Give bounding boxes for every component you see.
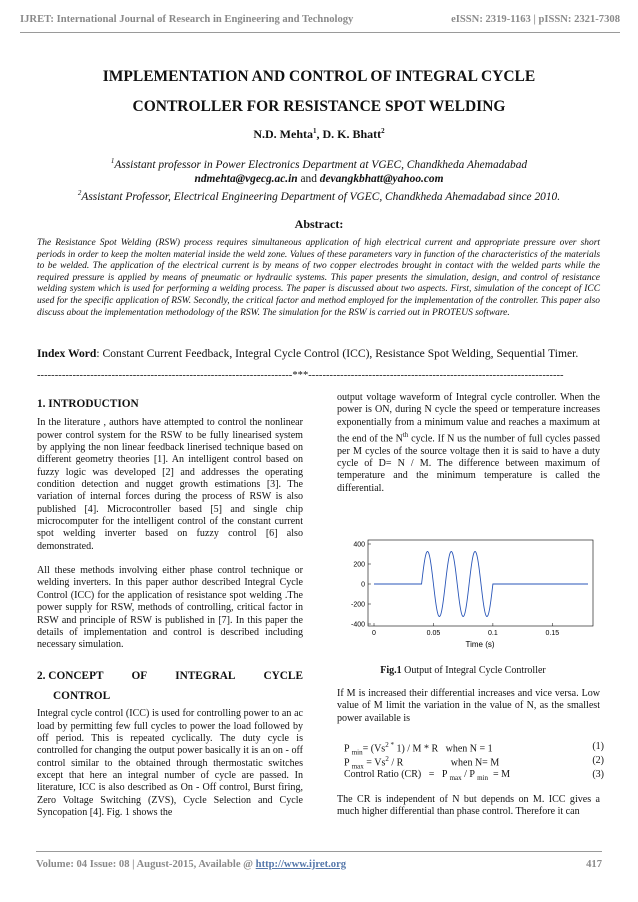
page-number: 417 [586,859,602,870]
equation-3-number: (3) [592,769,604,780]
index-words-label: Index Word [37,347,97,360]
concept-heading-of: OF [131,669,148,682]
equation-2-number: (2) [592,755,604,766]
y-tick-label: -400 [350,621,365,629]
journal-name: IJRET: International Journal of Research in Engineering and Technology [20,14,354,25]
figure-1-chart [328,525,608,650]
figure-1-label: Fig.1 [380,665,402,676]
aff1-sup: 1 [110,157,115,165]
left-column [37,398,303,819]
affiliation-1 [0,157,638,171]
right-p1a: output voltage waveform of Integral cycle controller. When the power is ON, during N cycle the speed or temperature increases exponentially from a minimum value and reaches a maximum at the end of the N [337,392,600,445]
y-tick-label: 400 [353,541,365,549]
x-tick-label: 0.1 [488,630,498,637]
abstract-heading: Abstract: [294,217,344,231]
running-header [20,6,620,33]
y-tick-label: -200 [350,601,365,609]
email-and: and [297,173,320,185]
index-words-text: : Constant Current Feedback, Integral Cycle Control (ICC), Resistance Spot Welding, Sequential Timer. [96,347,579,360]
equation-3: Control Ratio (CR) = P $_{max}$ / P $_{min}$ = M (3) [344,769,604,782]
affiliation-2 [0,189,638,203]
emails [0,173,638,185]
equation-2: P $_{max} = Vs^2 / R$ when N= M (2) [344,755,604,771]
x-tick-label: 0.05 [426,630,441,637]
author-sep: , [316,127,323,141]
section-separator: ------------------------------------------------------------------------***------------------------------------------------------------------------ [37,370,564,381]
index-words [37,347,607,360]
figure-1-caption [328,665,598,676]
right-p1b: cycle. If N us the number of full cycles passed per M cycles of the source voltage then it is said to have a duty cycle of D= N / M. The difference between maximum of temperature and the minimum temperature is called the differential. [337,433,600,494]
issn: eISSN: 2319-1163 | pISSN: 2321-7308 [451,14,620,25]
right-paragraph-1 [337,392,600,495]
concept-heading-num: 2. CONCEPT [37,669,104,682]
page-footer [36,851,602,878]
figure-1-caption-text: Output of Integral Cycle Controller [401,665,546,676]
paper-title-line1: IMPLEMENTATION AND CONTROL OF INTEGRAL CYCLE [102,68,536,85]
aff2-text: Assistant Professor, Electrical Engineering Department of VGEC, Chandkheda Ahemadabad since 2010. [81,190,561,203]
authors [0,127,638,142]
aff2-sup: 2 [77,189,82,197]
right-paragraph-2: If M is increased their differential increases and vice versa. Low value of M limit the variation in the value of N, as the smallest power available is [337,688,600,724]
email-1[interactable]: ndmehta@vgecg.ac.in [194,173,298,185]
author-2-sup: 2 [381,127,385,135]
equation-1-number: (1) [592,741,604,752]
concept-heading-cycle: CYCLE [263,669,303,682]
right-column-top [337,392,600,495]
concept-heading-line2: CONTROL [53,689,111,702]
concept-paragraph-1: Integral cycle control (ICC) is used for controlling power to an ac load by permitting few full cycles to power the load followed by off period. This is repeated cyclically. The duty cycle is controlled for changing the output power basically it is an on - off control similar to the obtained through thermostatic switches except that here an integral number of cycle are passed. In literature, ICC is also described as On - Off control, Burst firing, Zero Voltage Switching (ZVS), Cycle Selection and Cycle Syncopation [4]. Fig. 1 shows the [37,708,303,818]
intro-paragraph-2: All these methods involving either phase control technique or welding inverters. In this paper author described Integral Cycle Control (ICC) for the application of resistance spot welding .The power supply for RSW, methods of controlling, critical factor in RSW and principle of RSW is published in [7]. In this paper the details of implementation and control is described including necessary simulation. [37,565,303,651]
y-tick-label: 200 [353,561,365,569]
author-1-sup: 1 [312,127,317,135]
x-axis-label: Time (s) [465,640,495,649]
abstract-text: The Resistance Spot Welding (RSW) process requires simultaneous application of high electrical current and appropriate pressure over short periods in order to keep the molten material inside the weld zone. Values of these parameters vary in function of the characteristics of the materials to be welded. The application of the electrical current is by means of two copper electrodes brought in contact with the welded parts while the required pressure is applied by means of pneumatic or hydraulic systems. This paper presents the simulation, design, and control of resistance welding system which is used for performing a welding process. The paper is discussed about two aspects. First, simulation of the concept of ICC used for the specific application of RSW. Secondly, the critical factor and method employed for the implementation of the controller. This paper also discuss about the implementation methodology of the RSW. The simulation for the RSW is carried out in PROTEUS software. [37,238,600,318]
author-1: N.D. Mehta [253,127,313,141]
paper-title-line2: CONTROLLER FOR RESISTANCE SPOT WELDING [132,98,506,115]
author-2: D. K. Bhatt [322,127,382,141]
journal-link[interactable]: http://www.ijret.org [255,859,347,870]
footer-volume-text: Volume: 04 Issue: 08 | August-2015, Available @ [36,859,256,870]
footer-volume [36,859,346,870]
right-paragraph-3: The CR is independent of N but depends on M. ICC gives a much higher differential than phase control. Therefore it can [337,794,600,818]
concept-heading [37,670,303,682]
y-tick-label: 0 [361,581,365,589]
x-tick-label: 0 [372,630,376,637]
right-p1-sup: th [402,431,409,440]
equation-1: P $_{min}= (Vs^{2 *}$ 1) / M * R when N = 1 (1) [344,741,604,757]
concept-heading-integral: INTEGRAL [175,669,236,682]
intro-paragraph-1: In the literature , authors have attempted to control the nonlinear power control system for the RSW to be fully linearised system by applying the non linear feedback linerised technique based on different geometry theories [1]. An intelligent control based on fuzzy logic was developed [2] and addresses the operating condition detection and nugget growth estimations [3]. The variation of internal forces during the process of RSW is also published [4]. Microcontroller based [5] and single chip microcomputer for the intelligent control of the constant current spot welding inverter based on fuzzy control [6] also demonstrated. [37,417,303,552]
email-2[interactable]: devangkbhatt@yahoo.com [319,173,444,185]
aff1-text: Assistant professor in Power Electronics Department at VGEC, Chandkheda Ahemadabad [114,158,528,171]
x-tick-label: 0.15 [545,630,560,637]
intro-heading: 1. INTRODUCTION [37,398,139,410]
